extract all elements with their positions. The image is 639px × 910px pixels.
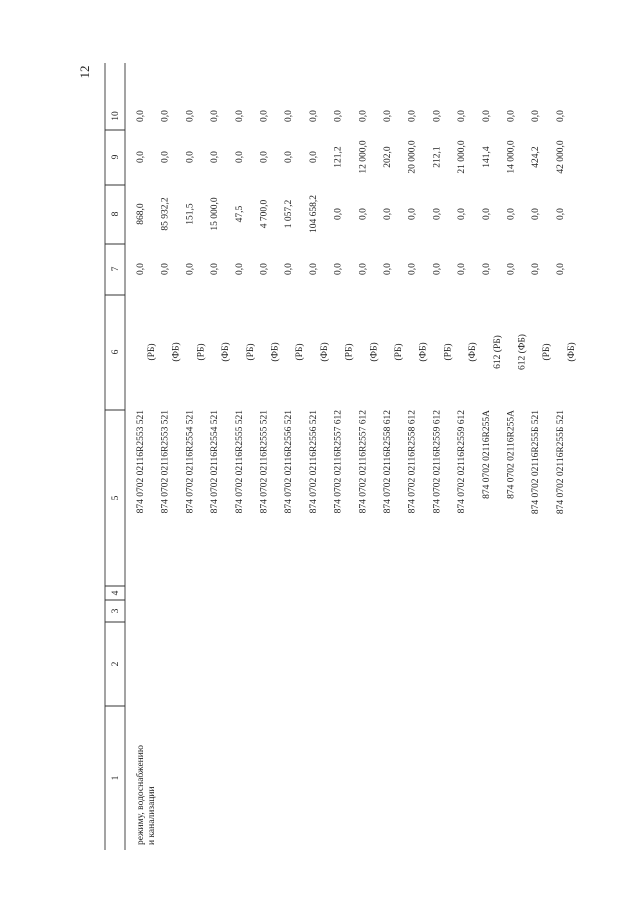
value-col10: 0,0	[531, 110, 542, 122]
column-header-3: 3	[111, 608, 121, 614]
budget-source: (РБ)	[443, 343, 454, 361]
budget-code: 874 0702 02116R2555 521	[234, 410, 245, 514]
value-col9: 424,2	[531, 146, 542, 168]
category-label-line: режиму, водоснабжению	[136, 745, 146, 845]
budget-code: 874 0702 02116R255Б 521	[531, 410, 542, 515]
value-col7: 0,0	[210, 263, 221, 275]
value-col9: 21 000,0	[457, 140, 468, 174]
budget-code: 874 0702 02116R2559 612	[432, 410, 443, 514]
value-col7: 0,0	[383, 263, 393, 275]
table-body	[136, 110, 577, 514]
value-col7: 0,0	[333, 263, 344, 275]
value-col10: 0,0	[555, 110, 566, 122]
table-row	[334, 110, 355, 514]
budget-code: 874 0702 02116R2557 612	[358, 410, 369, 514]
budget-source: (РБ)	[295, 343, 306, 361]
budget-code: 874 0702 02116R2558 612	[383, 410, 393, 514]
row-category-label	[135, 745, 157, 845]
value-col7: 0,0	[185, 263, 196, 275]
budget-source: (РБ)	[394, 343, 404, 361]
budget-source: (ФБ)	[566, 342, 577, 362]
value-col10: 0,0	[481, 110, 492, 122]
table-row	[531, 110, 552, 514]
value-col7: 0,0	[457, 263, 468, 275]
value-col7: 0,0	[259, 263, 270, 275]
budget-code: 874 0702 02116R255Б 521	[555, 410, 566, 515]
value-col10: 0,0	[284, 110, 295, 122]
value-col7: 0,0	[432, 263, 443, 275]
value-col9: 121,2	[333, 146, 344, 168]
value-col8: 151,5	[185, 203, 196, 225]
budget-source: (ФБ)	[369, 342, 380, 362]
budget-source: (ФБ)	[319, 342, 330, 362]
value-col9: 0,0	[136, 151, 146, 163]
value-col7: 0,0	[407, 263, 418, 275]
budget-source: (ФБ)	[171, 342, 182, 362]
value-col7: 0,0	[481, 263, 492, 275]
value-col9: 0,0	[308, 151, 319, 163]
value-col9: 42 000,0	[555, 140, 566, 174]
budget-code: 874 0702 02116R2554 521	[185, 410, 196, 514]
budget-code: 874 0702 02116R2554 521	[210, 410, 221, 514]
value-col8: 0,0	[333, 208, 344, 220]
value-col8: 85 932,2	[160, 197, 171, 231]
value-col8: 104 658,2	[308, 195, 319, 233]
budget-code: 874 0702 02116R2557 612	[333, 410, 344, 514]
budget-code: 874 0702 02116R2556 521	[308, 410, 319, 514]
value-col8: 0,0	[457, 208, 468, 220]
column-header-7: 7	[111, 266, 121, 272]
budget-source: 612 (ФБ)	[517, 334, 528, 370]
column-header-2: 2	[111, 661, 121, 667]
value-col7: 0,0	[358, 263, 369, 275]
value-col9: 0,0	[259, 151, 270, 163]
value-col9: 0,0	[160, 151, 171, 163]
value-col7: 0,0	[284, 263, 295, 275]
value-col8: 1 057,2	[284, 199, 295, 229]
budget-source: (РБ)	[245, 343, 256, 361]
table-row	[284, 110, 305, 514]
value-col8: 0,0	[432, 208, 443, 220]
column-header-1: 1	[111, 775, 121, 781]
value-col9: 20 000,0	[407, 140, 418, 174]
value-col8: 868,0	[136, 203, 146, 225]
budget-source: (РБ)	[344, 343, 355, 361]
table-rules	[105, 63, 125, 850]
value-col7: 0,0	[234, 263, 245, 275]
value-col10: 0,0	[333, 110, 344, 122]
column-header-6: 6	[111, 349, 121, 355]
column-header-5: 5	[111, 495, 121, 501]
value-col10: 0,0	[308, 110, 319, 122]
budget-source: (ФБ)	[468, 342, 479, 362]
budget-code: 874 0702 02116R2559 612	[457, 410, 468, 514]
table-row	[185, 110, 206, 514]
value-col8: 47,5	[234, 205, 245, 223]
budget-code: 874 0702 02116R2553 521	[160, 410, 171, 514]
budget-code: 874 0702 02116R2558 612	[407, 410, 418, 514]
page-number: 12	[77, 65, 92, 79]
table-row	[482, 110, 503, 499]
value-col8: 0,0	[383, 208, 393, 220]
value-col7: 0,0	[555, 263, 566, 275]
value-col9: 212,1	[432, 146, 443, 168]
table-row	[358, 110, 379, 514]
value-col9: 0,0	[234, 151, 245, 163]
value-col10: 0,0	[432, 110, 443, 122]
value-col9: 12 000,0	[358, 140, 369, 174]
table-row	[260, 110, 281, 514]
value-col9: 0,0	[210, 151, 221, 163]
table-row	[507, 110, 528, 499]
value-col8: 15 000,0	[210, 197, 221, 231]
value-col8: 0,0	[531, 208, 542, 220]
value-col9: 202,0	[383, 146, 393, 168]
budget-source: (РБ)	[542, 343, 553, 361]
value-col10: 0,0	[160, 110, 171, 122]
budget-code: 874 0702 02116R255A	[506, 410, 517, 499]
value-col9: 0,0	[284, 151, 295, 163]
value-col10: 0,0	[407, 110, 418, 122]
column-headers	[111, 111, 121, 780]
table-row	[235, 110, 256, 514]
column-header-10: 10	[111, 111, 121, 121]
table-row	[136, 110, 157, 514]
category-label-line: и канализации	[147, 786, 157, 845]
budget-code: 874 0702 02116R2553 521	[136, 410, 146, 514]
budget-source: 612 (РБ)	[492, 335, 503, 369]
value-col8: 0,0	[555, 208, 566, 220]
value-col10: 0,0	[383, 110, 393, 122]
budget-code: 874 0702 02116R2555 521	[259, 410, 270, 514]
value-col8: 0,0	[481, 208, 492, 220]
budget-source: (ФБ)	[221, 342, 232, 362]
table-row	[383, 110, 404, 514]
column-header-9: 9	[111, 154, 121, 160]
value-col10: 0,0	[210, 110, 221, 122]
value-col10: 0,0	[457, 110, 468, 122]
budget-code: 874 0702 02116R2556 521	[284, 410, 295, 514]
value-col10: 0,0	[234, 110, 245, 122]
value-col8: 0,0	[358, 208, 369, 220]
budget-source: (ФБ)	[270, 342, 281, 362]
column-header-8: 8	[111, 211, 121, 217]
table-row	[210, 110, 231, 514]
value-col7: 0,0	[506, 263, 517, 275]
value-col8: 0,0	[506, 208, 517, 220]
value-col9: 0,0	[185, 151, 196, 163]
value-col10: 0,0	[358, 110, 369, 122]
table-row	[457, 110, 478, 514]
table-row	[556, 110, 577, 514]
value-col9: 14 000,0	[506, 140, 517, 174]
value-col10: 0,0	[259, 110, 270, 122]
table-row	[161, 110, 182, 514]
value-col7: 0,0	[160, 263, 171, 275]
value-col10: 0,0	[136, 110, 146, 122]
value-col8: 0,0	[407, 208, 418, 220]
value-col8: 4 700,0	[259, 199, 270, 229]
value-col7: 0,0	[308, 263, 319, 275]
value-col10: 0,0	[185, 110, 196, 122]
budget-source: (ФБ)	[418, 342, 429, 362]
budget-code: 874 0702 02116R255A	[481, 410, 492, 499]
table-row	[408, 110, 429, 514]
table-row	[309, 110, 330, 514]
budget-source: (РБ)	[196, 343, 207, 361]
table-row	[432, 110, 453, 514]
column-header-4: 4	[111, 590, 121, 596]
value-col10: 0,0	[506, 110, 517, 122]
budget-source: (РБ)	[147, 343, 157, 361]
value-col9: 141,4	[481, 146, 492, 168]
value-col7: 0,0	[531, 263, 542, 275]
value-col7: 0,0	[136, 263, 146, 275]
